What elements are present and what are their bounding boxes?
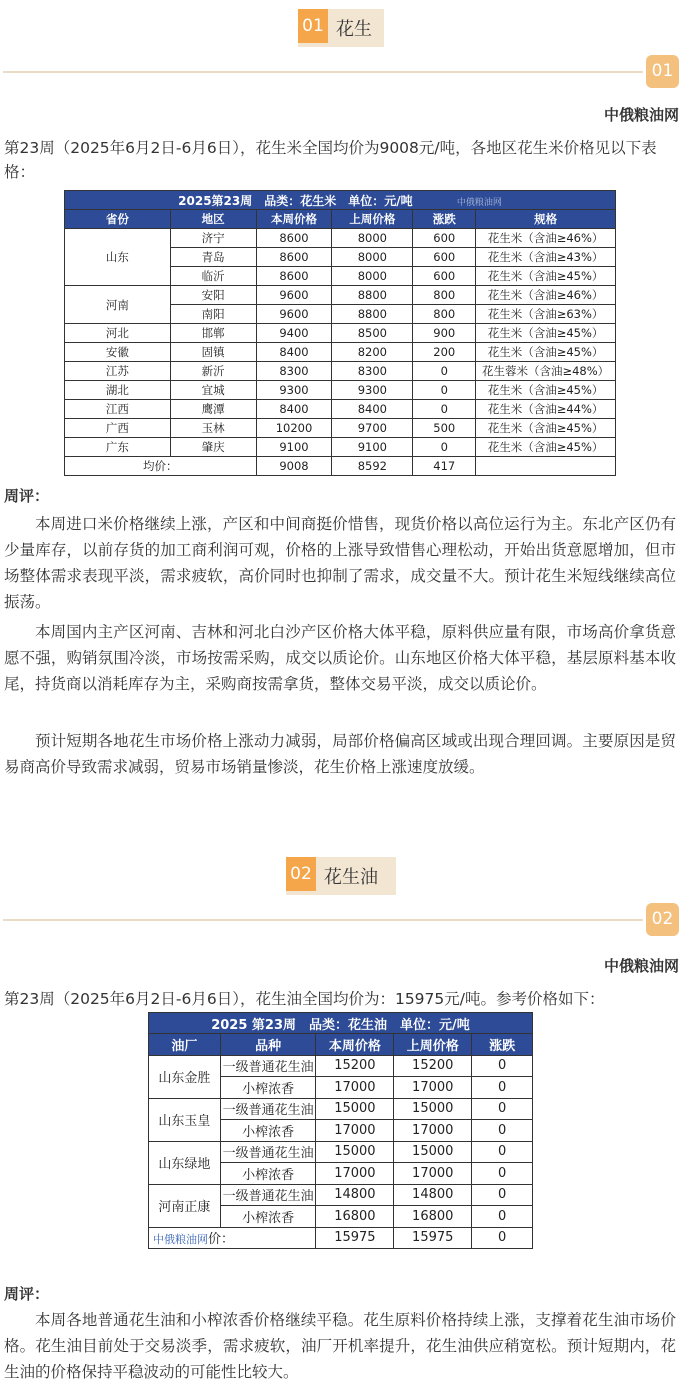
table1-this-week-cell: 9600 xyxy=(256,286,332,305)
section2-tab: 02 xyxy=(646,903,679,936)
table2-factory-cell: 山东金胜 xyxy=(149,1055,221,1098)
table2-row xyxy=(149,1184,533,1206)
table2-kind-cell: 一级普通花生油 xyxy=(220,1184,316,1206)
table2-this-week-cell: 14800 xyxy=(316,1184,394,1206)
table1-row xyxy=(65,324,616,343)
table2-kind-cell: 一级普通花生油 xyxy=(220,1055,316,1077)
table1-header-cell: 省份 xyxy=(65,210,171,229)
table1-row xyxy=(65,229,616,248)
table1-average-this-week: 9008 xyxy=(256,457,332,476)
table1-last-week-cell: 9100 xyxy=(332,438,413,457)
section1-tab: 01 xyxy=(646,55,679,88)
table1-region-cell: 临沂 xyxy=(170,267,256,286)
table2-average-this-week: 15975 xyxy=(316,1227,394,1249)
table1-row xyxy=(65,381,616,400)
table2-last-week-cell: 15000 xyxy=(394,1098,472,1120)
table1-region-cell: 新沂 xyxy=(170,362,256,381)
table1-province-cell: 广东 xyxy=(65,438,171,457)
table1-region-cell: 济宁 xyxy=(170,229,256,248)
table1-spec-cell: 花生米（含油≥46%） xyxy=(476,229,616,248)
section1-title: 花生 xyxy=(336,19,372,40)
table1-average-change: 417 xyxy=(413,457,476,476)
table1-change-cell: 200 xyxy=(413,343,476,362)
table2-change-cell: 0 xyxy=(472,1098,533,1120)
table1-region-cell: 安阳 xyxy=(170,286,256,305)
table1-province-cell: 湖北 xyxy=(65,381,171,400)
table2-logo: 中俄粮油网 xyxy=(153,1233,208,1247)
table1-change-cell: 600 xyxy=(413,229,476,248)
table2-change-cell: 0 xyxy=(472,1055,533,1077)
table1-spec-cell: 花生米（含油≥45%） xyxy=(476,419,616,438)
peanut-kernel-price-table xyxy=(64,190,616,476)
table2-last-week-cell: 15200 xyxy=(394,1055,472,1077)
table1-spec-cell: 花生米（含油≥45%） xyxy=(476,381,616,400)
table2-this-week-cell: 16800 xyxy=(316,1206,394,1228)
table1-region-cell: 玉林 xyxy=(170,419,256,438)
table1-last-week-cell: 8000 xyxy=(332,229,413,248)
table2-factory-cell: 山东玉皇 xyxy=(149,1098,221,1141)
table1-spec-cell: 花生米（含油≥63%） xyxy=(476,305,616,324)
table1-province-cell: 江苏 xyxy=(65,362,171,381)
table1-change-cell: 800 xyxy=(413,286,476,305)
table1-this-week-cell: 9100 xyxy=(256,438,332,457)
table1-region-cell: 肇庆 xyxy=(170,438,256,457)
table1-last-week-cell: 9700 xyxy=(332,419,413,438)
table1-row xyxy=(65,438,616,457)
section2-number: 02 xyxy=(286,857,316,891)
table1-spec-cell: 花生米（含油≥45%） xyxy=(476,324,616,343)
table1-change-cell: 600 xyxy=(413,248,476,267)
table1-caption-text: 2025第23周 品类：花生米 单位：元/吨 xyxy=(178,193,413,208)
table1-change-cell: 800 xyxy=(413,305,476,324)
table1-average-label: 均价： xyxy=(65,457,257,476)
table2-factory-cell: 河南正康 xyxy=(149,1184,221,1227)
table1-last-week-cell: 8800 xyxy=(332,305,413,324)
table1-region-cell: 固镇 xyxy=(170,343,256,362)
table1-change-cell: 600 xyxy=(413,267,476,286)
table2-kind-cell: 一级普通花生油 xyxy=(220,1098,316,1120)
table1-last-week-cell: 8800 xyxy=(332,286,413,305)
table1-spec-cell: 花生米（含油≥45%） xyxy=(476,343,616,362)
table1-province-cell: 山东 xyxy=(65,229,171,286)
section2-title: 花生油 xyxy=(324,867,378,888)
table2-kind-cell: 一级普通花生油 xyxy=(220,1141,316,1163)
section1-source: 中俄粮油网 xyxy=(603,106,679,124)
table1-change-cell: 0 xyxy=(413,381,476,400)
table1-header-cell: 上周价格 xyxy=(332,210,413,229)
section1-paragraph: 预计短期各地花生市场价格上涨动力减弱，局部价格偏高区域或出现合理回调。主要原因是贸易商高价导致需求减弱，贸易市场销量惨淡，花生价格上涨速度放缓。 xyxy=(4,732,676,776)
table2-row xyxy=(149,1141,533,1163)
table1-last-week-cell: 8500 xyxy=(332,324,413,343)
table1-average-row xyxy=(65,457,616,476)
table1-change-cell: 0 xyxy=(413,362,476,381)
table1-this-week-cell: 8400 xyxy=(256,343,332,362)
section1-paragraph: 本周进口米价格继续上涨，产区和中间商挺价惜售，现货价格以高位运行为主。东北产区仍有少量库存，以前存货的加工商利润可观，价格的上涨导致惜售心理松动，开始出货意愿增加，但市场整体需求表现平淡，需求疲软，高价同时也抑制了需求，成交量不大。预计花生米短线继续高位振荡。 xyxy=(4,515,676,611)
peanut-oil-price-table xyxy=(148,1012,533,1249)
table2-header-cell: 本周价格 xyxy=(316,1034,394,1056)
table1-province-cell: 河北 xyxy=(65,324,171,343)
section1-number: 01 xyxy=(298,9,328,43)
table1-region-cell: 鹰潭 xyxy=(170,400,256,419)
table1-average-spec xyxy=(476,457,616,476)
table2-row xyxy=(149,1055,533,1077)
table1-average-last-week: 8592 xyxy=(332,457,413,476)
table1-header-cell: 涨跌 xyxy=(413,210,476,229)
table2-row xyxy=(149,1098,533,1120)
section2-intro: 第23周（2025年6月2日-6月6日），花生油全国均价为：15975元/吨。参考价格如下： xyxy=(4,990,605,1008)
table1-change-cell: 500 xyxy=(413,419,476,438)
section2-comment-label: 周评： xyxy=(4,1285,50,1303)
table2-change-cell: 0 xyxy=(472,1206,533,1228)
table1-region-cell: 南阳 xyxy=(170,305,256,324)
table1-province-cell: 河南 xyxy=(65,286,171,324)
table1-last-week-cell: 9300 xyxy=(332,381,413,400)
table1-change-cell: 900 xyxy=(413,324,476,343)
table1-this-week-cell: 8600 xyxy=(256,229,332,248)
table1-row xyxy=(65,343,616,362)
table1-this-week-cell: 8300 xyxy=(256,362,332,381)
table1-header-cell: 本周价格 xyxy=(256,210,332,229)
table2-header-cell: 品种 xyxy=(220,1034,316,1056)
table2-average-change: 0 xyxy=(472,1227,533,1249)
table2-change-cell: 0 xyxy=(472,1141,533,1163)
table1-last-week-cell: 8300 xyxy=(332,362,413,381)
section2-divider xyxy=(3,919,643,921)
section1-comment-label: 周评： xyxy=(4,487,50,505)
table1-spec-cell: 花生米（含油≥44%） xyxy=(476,400,616,419)
table1-this-week-cell: 8600 xyxy=(256,267,332,286)
table2-last-week-cell: 15000 xyxy=(394,1141,472,1163)
table1-change-cell: 0 xyxy=(413,438,476,457)
table2-this-week-cell: 15000 xyxy=(316,1141,394,1163)
table2-last-week-cell: 17000 xyxy=(394,1120,472,1142)
table1-province-cell: 广西 xyxy=(65,419,171,438)
table1-region-cell: 邯郸 xyxy=(170,324,256,343)
table2-change-cell: 0 xyxy=(472,1163,533,1185)
table1-header-row xyxy=(65,210,616,229)
section2-source: 中俄粮油网 xyxy=(603,957,679,975)
section2-header xyxy=(0,855,685,915)
table2-change-cell: 0 xyxy=(472,1120,533,1142)
table1-this-week-cell: 9400 xyxy=(256,324,332,343)
table1-spec-cell: 花生米（含油≥46%） xyxy=(476,286,616,305)
table1-header-cell: 规格 xyxy=(476,210,616,229)
table2-header-row xyxy=(149,1034,533,1056)
section2-paragraph: 本周各地普通花生油和小榨浓香价格继续平稳。花生原料价格持续上涨，支撑着花生油市场价格。花生油目前处于交易淡季，需求疲软，油厂开机率提升，花生油供应稍宽松。预计短期内，花生油的价格保持平稳波动的可能性比较大。 xyxy=(4,1311,676,1381)
table2-last-week-cell: 16800 xyxy=(394,1206,472,1228)
table2-average-label: 价： xyxy=(208,1232,235,1248)
table1-province-cell: 江西 xyxy=(65,400,171,419)
table2-last-week-cell: 14800 xyxy=(394,1184,472,1206)
table1-last-week-cell: 8400 xyxy=(332,400,413,419)
table1-row xyxy=(65,400,616,419)
table1-row xyxy=(65,286,616,305)
section1-paragraph: 本周国内主产区河南、吉林和河北白沙产区价格大体平稳，原料供应量有限，市场高价拿货意愿不强，购销氛围冷淡，市场按需采购，成交以质论价。山东地区价格大体平稳，基层原料基本收尾，持货商以消耗库存为主，采购商按需拿货，整体交易平淡，成交以质论价。 xyxy=(4,623,676,693)
table1-spec-cell: 花生米（含油≥45%） xyxy=(476,438,616,457)
table2-change-cell: 0 xyxy=(472,1077,533,1099)
table1-header-cell: 地区 xyxy=(170,210,256,229)
table1-spec-cell: 花生米（含油≥43%） xyxy=(476,248,616,267)
table1-spec-cell: 花生米（含油≥45%） xyxy=(476,267,616,286)
table1-row xyxy=(65,419,616,438)
table2-average-last-week: 15975 xyxy=(394,1227,472,1249)
table2-last-week-cell: 17000 xyxy=(394,1077,472,1099)
section1-divider xyxy=(3,71,643,73)
table1-region-cell: 宜城 xyxy=(170,381,256,400)
table1-region-cell: 青岛 xyxy=(170,248,256,267)
table2-average-row xyxy=(149,1227,533,1249)
table1-row xyxy=(65,362,616,381)
table2-average-label-cell xyxy=(149,1227,316,1249)
section2-badge xyxy=(286,857,396,895)
table2-kind-cell: 小榨浓香 xyxy=(220,1163,316,1185)
table2-this-week-cell: 15200 xyxy=(316,1055,394,1077)
table1-spec-cell: 花生蓉米（含油≥48%） xyxy=(476,362,616,381)
section1-header xyxy=(0,8,685,68)
table2-kind-cell: 小榨浓香 xyxy=(220,1120,316,1142)
table1-this-week-cell: 8400 xyxy=(256,400,332,419)
table2-last-week-cell: 17000 xyxy=(394,1163,472,1185)
table2-caption: 2025 第23周 品类：花生油 单位：元/吨 xyxy=(149,1013,533,1034)
table1-this-week-cell: 9300 xyxy=(256,381,332,400)
table2-header-cell: 油厂 xyxy=(149,1034,221,1056)
table1-this-week-cell: 10200 xyxy=(256,419,332,438)
table2-kind-cell: 小榨浓香 xyxy=(220,1077,316,1099)
table1-caption xyxy=(65,191,616,210)
table1-province-cell: 安徽 xyxy=(65,343,171,362)
section1-badge xyxy=(298,9,384,47)
table2-header-cell: 涨跌 xyxy=(472,1034,533,1056)
section1-intro: 第23周（2025年6月2日-6月6日），花生米全国均价为9008元/吨，各地区花生米价格见以下表格： xyxy=(4,139,657,181)
table2-this-week-cell: 17000 xyxy=(316,1120,394,1142)
table2-this-week-cell: 15000 xyxy=(316,1098,394,1120)
table1-last-week-cell: 8000 xyxy=(332,267,413,286)
table2-this-week-cell: 17000 xyxy=(316,1077,394,1099)
table2-header-cell: 上周价格 xyxy=(394,1034,472,1056)
table1-this-week-cell: 8600 xyxy=(256,248,332,267)
table1-last-week-cell: 8200 xyxy=(332,343,413,362)
table1-change-cell: 0 xyxy=(413,400,476,419)
table2-change-cell: 0 xyxy=(472,1184,533,1206)
table2-factory-cell: 山东绿地 xyxy=(149,1141,221,1184)
table1-this-week-cell: 9600 xyxy=(256,305,332,324)
table1-watermark: 中俄粮油网 xyxy=(456,197,502,208)
table2-kind-cell: 小榨浓香 xyxy=(220,1206,316,1228)
table1-last-week-cell: 8000 xyxy=(332,248,413,267)
table2-this-week-cell: 17000 xyxy=(316,1163,394,1185)
